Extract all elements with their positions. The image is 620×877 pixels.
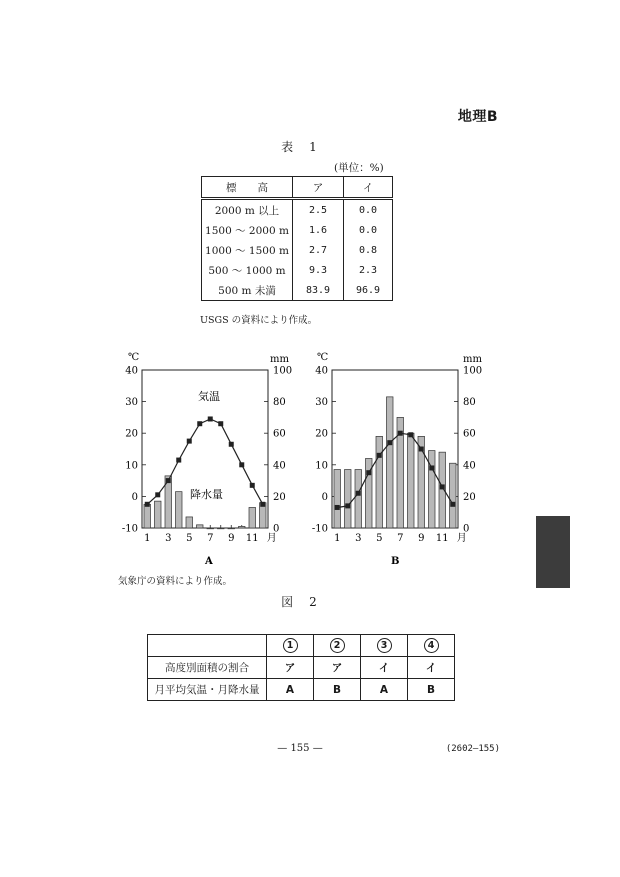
chart-b-right-tick-label: 100: [463, 365, 483, 377]
value-cell: 0.0: [358, 204, 378, 216]
chart-a-right-tick-label: 100: [273, 365, 293, 377]
option-1-number: 1: [283, 638, 298, 653]
chart-b-x-tick-label: 3: [355, 533, 362, 544]
chart-a-precip-bar: [207, 528, 214, 529]
chart-a-temp-point: [187, 439, 192, 444]
chart-b-temp-point: [377, 453, 382, 458]
chart-a-x-tick-label: 3: [165, 533, 172, 544]
chart-b-left-tick-label: -10: [311, 523, 328, 535]
chart-a-right-tick-label: 40: [273, 460, 286, 472]
figure2-source: 気象庁の資料により作成。: [118, 576, 233, 587]
elevation-cell: 2000 m 以上: [202, 199, 293, 221]
chart-a-temp-point: [166, 478, 171, 483]
table1-source: USGS の資料により作成。: [200, 315, 318, 326]
chart-a-temp-point: [145, 502, 150, 507]
value-cell: 0.0: [358, 224, 378, 236]
chart-b-temp-point: [398, 431, 403, 436]
chart-a-x-tick-label: 1: [144, 533, 151, 544]
chart-b-temp-point: [387, 440, 392, 445]
elevation-cell: 500 m 未満: [202, 280, 293, 301]
value-cell: 0.8: [358, 244, 378, 256]
chart-a-temp-point: [208, 416, 213, 421]
value-cell: 83.9: [293, 280, 344, 301]
chart-a-temp-point: [176, 458, 181, 463]
answer-table: [147, 634, 455, 701]
chart-b-precip-bar: [449, 463, 456, 528]
chart-a-precip-bar: [144, 504, 151, 528]
chart-b-precip-bar: [428, 451, 435, 528]
chart-b-precip-bar: [376, 436, 383, 528]
chart-b-right-tick-label: 60: [463, 428, 476, 440]
chart-b-x-tick-label: 1: [334, 533, 341, 544]
chart-a-left-tick-label: 20: [125, 428, 138, 440]
chart-b-right-tick-label: 80: [463, 397, 476, 409]
value-cell: 96.9: [355, 284, 381, 296]
chart-a-title: A: [205, 556, 213, 567]
chart-b-temp-point: [356, 491, 361, 496]
answer-cell: イ: [361, 657, 408, 679]
option-3-number: 3: [377, 638, 392, 653]
chart-b-temp-point: [440, 484, 445, 489]
chart-a-precip-bar: [238, 526, 245, 528]
chart-b-title: B: [391, 556, 400, 567]
answer-cell: B: [408, 679, 455, 701]
chart-a-precip-bar: [175, 492, 182, 528]
answer-cell: A: [361, 679, 408, 701]
page-number: — 155 —: [277, 743, 323, 754]
chart-a-temp-point: [197, 421, 202, 426]
chart-a-precip-bar: [228, 528, 235, 529]
chart-a-left-tick-label: 10: [125, 460, 138, 472]
option-2-number: 2: [330, 638, 345, 653]
subject-heading: 地理B: [457, 109, 498, 125]
chart-b-right-tick-label: 20: [463, 491, 476, 503]
chart-b-precip-bar: [386, 397, 393, 528]
value-cell: 2.3: [358, 264, 378, 276]
chart-a-left-unit: ℃: [128, 352, 140, 363]
chart-b-precip-bar: [334, 470, 341, 528]
elevation-cell: 1000 〜 1500 m: [202, 240, 293, 260]
chart-a-right-tick-label: 60: [273, 428, 286, 440]
value-cell: 2.7: [293, 240, 344, 260]
chart-a-left-tick-label: -10: [121, 523, 138, 535]
answer-cell: A: [267, 679, 314, 701]
chart-a-x-tick-label: 7: [207, 533, 214, 544]
chart-a-x-tick-label: 5: [186, 533, 193, 544]
table1-header-a: ア: [293, 177, 344, 199]
answer-cell: ア: [314, 657, 361, 679]
chart-a-precip-bar: [186, 517, 193, 528]
chart-b-left-unit: ℃: [317, 352, 329, 363]
chart-b-temp-point: [429, 465, 434, 470]
chart-b-precip-bar: [407, 433, 414, 528]
chart-b-temp-point: [419, 447, 424, 452]
chart-a-left-tick-label: 30: [125, 397, 138, 409]
table1-unit: (単位：%): [334, 162, 384, 174]
chart-a-temp-point: [239, 462, 244, 467]
table1-title: 表 1: [281, 140, 319, 154]
answer-header-row: [148, 635, 455, 657]
chart-b-temp-line: [337, 433, 453, 507]
table1-header-elevation: 標 高: [202, 177, 293, 199]
option-4-number: 4: [424, 638, 439, 653]
chart-b-left-tick-label: 10: [315, 460, 328, 472]
chart-b-temp-point: [345, 503, 350, 508]
table-row: [202, 220, 393, 240]
chart-a-precip-bar: [249, 507, 256, 528]
chart-a-right-tick-label: 80: [273, 397, 286, 409]
chart-b-x-tick-label: 7: [397, 533, 404, 544]
chart-b-temp-point: [450, 502, 455, 507]
value-cell: 1.6: [293, 220, 344, 240]
chart-a-right-tick-label: 20: [273, 491, 286, 503]
climate-chart-b: [312, 352, 483, 567]
figure2-title: 図 2: [281, 595, 319, 609]
chart-b-right-tick-label: 40: [463, 460, 476, 472]
chart-b-precip-bar: [355, 470, 362, 528]
side-index-tab: [536, 516, 570, 588]
elevation-cell: 1500 〜 2000 m: [202, 220, 293, 240]
answer-row-climate: [148, 679, 455, 701]
chart-a-precip-bar: [217, 528, 224, 529]
value-cell: 9.3: [293, 260, 344, 280]
chart-b-left-tick-label: 20: [315, 428, 328, 440]
chart-a-precip-bar: [154, 501, 161, 528]
chart-a-precip-label: 降水量: [190, 488, 223, 501]
chart-b-month-unit: 月: [456, 533, 467, 544]
chart-a-temp-label: 気温: [198, 390, 220, 403]
chart-a-precip-bar: [196, 525, 203, 528]
table-row: [202, 240, 393, 260]
chart-b-left-tick-label: 30: [315, 397, 328, 409]
chart-b-x-tick-label: 5: [376, 533, 383, 544]
chart-b-left-tick-label: 40: [315, 365, 328, 377]
chart-a-temp-point: [260, 502, 265, 507]
exam-code: (2602—155): [445, 744, 500, 754]
table-row: [202, 260, 393, 280]
chart-a-month-unit: 月: [266, 533, 277, 544]
chart-a-temp-point: [155, 492, 160, 497]
answer-row1-label: 高度別面積の割合: [148, 657, 267, 679]
table-row: [202, 280, 393, 301]
chart-b-left-tick-label: 0: [321, 491, 328, 503]
chart-b-right-tick-label: 0: [463, 523, 470, 535]
chart-b-precip-bar: [344, 470, 351, 528]
chart-b-temp-point: [335, 505, 340, 510]
climate-chart-a: [122, 352, 292, 567]
chart-a-left-tick-label: 40: [125, 365, 138, 377]
answer-cell: イ: [408, 657, 455, 679]
chart-a-right-tick-label: 0: [273, 523, 280, 535]
chart-a-x-tick-label: 9: [228, 533, 235, 544]
table-row: [202, 199, 393, 221]
chart-a-temp-point: [250, 483, 255, 488]
chart-b-x-tick-label: 9: [418, 533, 425, 544]
answer-row-area: [148, 657, 455, 679]
table1-header-i: イ: [344, 177, 393, 199]
chart-b-x-tick-label: 11: [435, 533, 449, 544]
chart-a-x-tick-label: 11: [245, 533, 259, 544]
chart-b-right-unit: mm: [463, 354, 482, 365]
value-cell: 2.5: [293, 199, 344, 221]
elevation-cell: 500 〜 1000 m: [202, 260, 293, 280]
chart-a-right-unit: mm: [270, 354, 289, 365]
answer-header-blank: [148, 635, 267, 657]
table1: [201, 176, 393, 301]
chart-a-left-tick-label: 0: [131, 491, 138, 503]
table1-header-row: [202, 177, 393, 199]
answer-cell: B: [314, 679, 361, 701]
chart-a-temp-point: [229, 442, 234, 447]
chart-b-temp-point: [366, 470, 371, 475]
chart-a-temp-point: [218, 421, 223, 426]
answer-cell: ア: [267, 657, 314, 679]
answer-row2-label: 月平均気温・月降水量: [148, 679, 267, 701]
chart-b-temp-point: [408, 432, 413, 437]
figure2-charts: [118, 348, 508, 578]
